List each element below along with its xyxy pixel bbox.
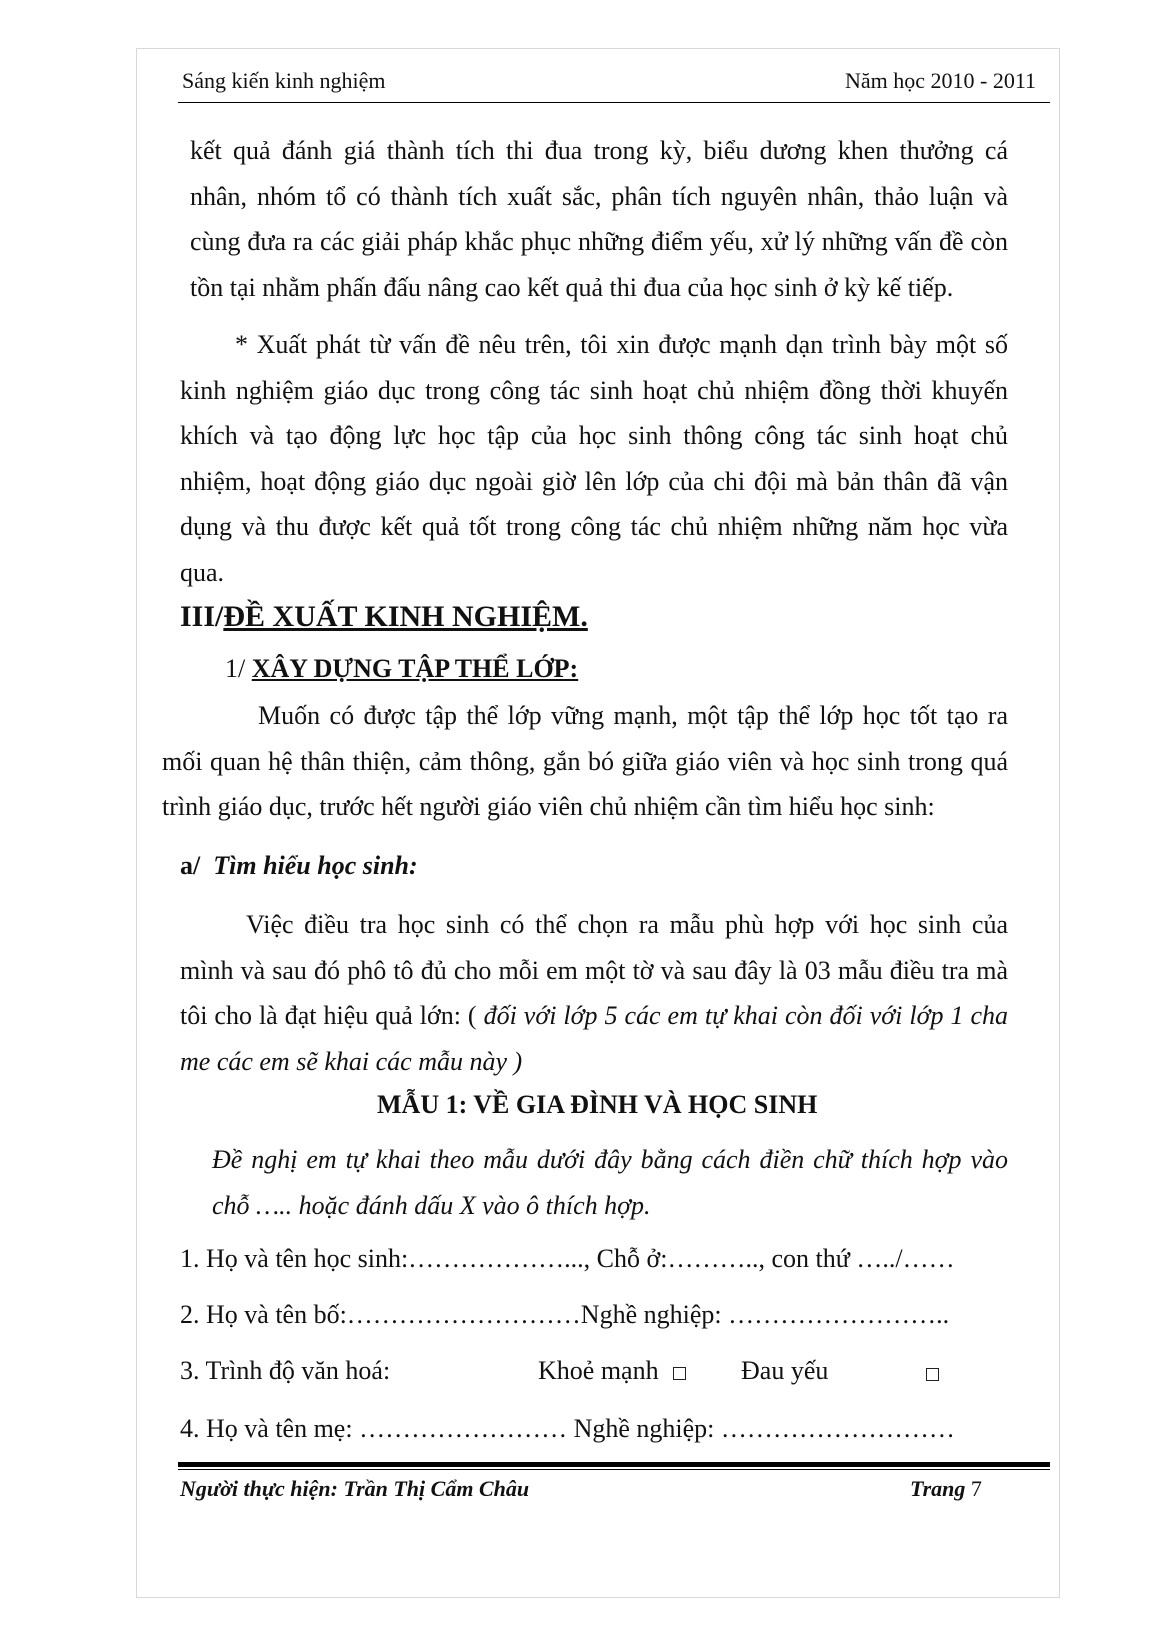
- subsection-a-prefix: a/: [180, 851, 201, 880]
- paragraph-italic-text: đối với lớp 5 các em tự khai còn đối với lớp 1 cha: [483, 1001, 1008, 1030]
- paragraph-line: Việc điều tra học sinh có thể chọn ra mẫu phù hợp với học sinh của: [246, 910, 1008, 939]
- subsection-a-heading: [180, 851, 418, 881]
- paragraph-line: kinh nghiệm giáo dục trong công tác sinh hoạt chủ nhiệm đồng thời khuyến: [180, 375, 1008, 405]
- instruction-line: chỗ ….. hoặc đánh dấu X vào ô thích hợp.: [212, 1190, 651, 1220]
- footer-rule-thin: [178, 1469, 1050, 1470]
- paragraph-line: mối quan hệ thân thiện, cảm thông, gắn bó giữa giáo viên và học sinh trong quá: [162, 746, 1008, 776]
- instruction-line: Đề nghị em tự khai theo mẫu dưới đây bằng cách điền chữ thích hợp vào: [212, 1145, 1008, 1174]
- section-prefix: III/: [180, 600, 224, 633]
- paragraph-line: * Xuất phát từ vấn đề nêu trên, tôi xin được mạnh dạn trình bày một số: [235, 330, 1008, 359]
- paragraph-line: khích và tạo động lực học tập của học sinh thông công tác sinh hoạt chủ: [180, 421, 1008, 450]
- section-title: ĐỀ XUẤT KINH NGHIỆM.: [223, 600, 588, 633]
- paragraph-line: trình giáo dục, trước hết người giáo viên chủ nhiệm cần tìm hiểu học sinh:: [162, 792, 935, 821]
- form-item-student-name: 1. Họ và tên học sinh:………………..., Chỗ ở:……….., con thứ …../……: [180, 1244, 955, 1273]
- paragraph-line: tồn tại nhằm phấn đấu nâng cao kết quả thi đua của học sinh ở kỳ kế tiếp.: [190, 272, 954, 302]
- subsection-a-title: Tìm hiểu học sinh:: [213, 851, 418, 880]
- paragraph-4: [180, 902, 1008, 1084]
- subsection-heading: [225, 654, 578, 684]
- header-school-year: Năm học 2010 - 2011: [845, 68, 1037, 93]
- footer-page: [910, 1476, 982, 1502]
- footer-rule: [178, 1462, 1050, 1467]
- paragraph-1: [190, 128, 1008, 310]
- paragraph-line: dụng và thu được kết quả tốt trong công tác chủ nhiệm những năm học vừa: [180, 512, 1008, 541]
- header-rule: [178, 102, 1050, 103]
- form-item-mother-name: 4. Họ và tên mẹ: …………………… Nghề nghiệp: ………………………: [180, 1414, 955, 1443]
- subsection-title: XÂY DỰNG TẬP THỂ LỚP:: [251, 654, 579, 683]
- form-instructions: [212, 1137, 1008, 1228]
- paragraph-text: tôi cho là đạt hiệu quả lớn: (: [180, 1001, 484, 1030]
- form-item-education: 3. Trình độ văn hoá:: [180, 1356, 391, 1385]
- header-title: Sáng kiến kinh nghiệm: [182, 68, 386, 93]
- option-healthy[interactable]: [538, 1356, 686, 1386]
- form-title: MẪU 1: VỀ GIA ĐÌNH VÀ HỌC SINH: [377, 1090, 818, 1119]
- footer-page-label: Trang: [910, 1476, 966, 1501]
- paragraph-line: [180, 993, 1008, 1039]
- paragraph-line: nhân, nhóm tổ có thành tích xuất sắc, phân tích nguyên nhân, thảo luận và: [190, 181, 1008, 211]
- checkbox-icon[interactable]: [926, 1368, 939, 1381]
- form-item-father-name: 2. Họ và tên bố:………………………Nghề nghiệp: ……………………..: [180, 1300, 950, 1329]
- subsection-prefix: 1/: [225, 654, 252, 683]
- option-weak-label: Đau yếu: [741, 1356, 829, 1385]
- paragraph-3: [162, 693, 1008, 830]
- paragraph-line: Muốn có được tập thể lớp vững mạnh, một tập thể lớp học tốt tạo ra: [258, 701, 1008, 730]
- footer-page-number: 7: [970, 1476, 982, 1501]
- option-healthy-label: Khoẻ mạnh: [538, 1356, 659, 1385]
- paragraph-line: qua.: [180, 557, 225, 587]
- footer-author: Người thực hiện: Trần Thị Cẩm Châu: [180, 1476, 530, 1501]
- paragraph-line: cùng đưa ra các giải pháp khắc phục những điểm yếu, xử lý những vấn đề còn: [190, 227, 1008, 256]
- paragraph-line: kết quả đánh giá thành tích thi đua trong kỳ, biểu dương khen thưởng cá: [190, 136, 1008, 165]
- paragraph-line: me các em sẽ khai các mẫu này ): [180, 1046, 523, 1076]
- paragraph-2: [180, 322, 1008, 595]
- paragraph-line: mình và sau đó phô tô đủ cho mỗi em một tờ và sau đây là 03 mẫu điều tra mà: [180, 955, 1008, 985]
- section-heading: [180, 600, 588, 634]
- paragraph-line: nhiệm, hoạt động giáo dục ngoài giờ lên lớp của chi đội mà bản thân đã vận: [180, 466, 1008, 496]
- checkbox-icon[interactable]: [673, 1367, 686, 1380]
